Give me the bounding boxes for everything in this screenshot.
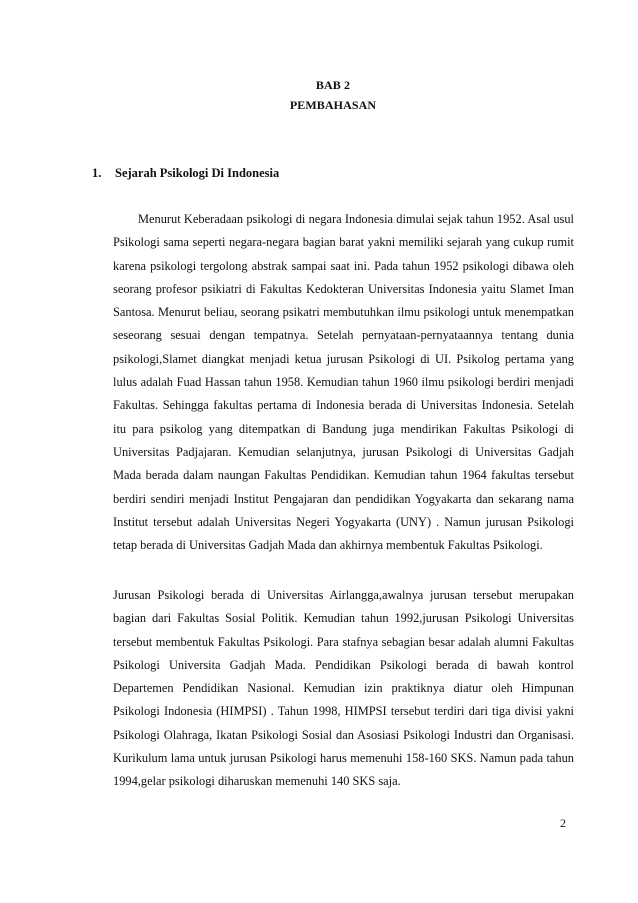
chapter-title: PEMBAHASAN — [289, 98, 377, 112]
section-title: Sejarah Psikologi Di Indonesia — [115, 166, 280, 180]
chapter-number: BAB 2 — [315, 78, 351, 92]
page-number: 2 — [560, 816, 566, 830]
section-heading — [92, 166, 279, 181]
section-number: 1. — [92, 166, 102, 180]
paragraph-1: Menurut Keberadaan psikologi di negara Indonesia dimulai sejak tahun 1952. Asal usul Psikologi sama seperti negara-negara bagian barat yakni memiliki sejarah yang cukup rumit karena psikologi tergolong abstrak sampai saat ini. Pada tahun 1952 psikologi dibawa oleh seorang profesor psikiatri di Fakultas Kedokteran Universitas Indonesia yaitu Slamet Iman Santosa. Menurut beliau, seorang psikatri membutuhkan ilmu psikologi untuk menempatkan seseorang sesuai dengan tempatnya. Setelah pernyataan-pernyataannya tentang dunia psikologi,Slamet diangkat menjadi ketua jurusan Psikologi di UI. Psikolog pertama yang lulus adalah Fuad Hassan tahun 1958. Kemudian tahun 1960 ilmu psikologi berdiri menjadi Fakultas. Sehingga fakultas pertama di Indonesia berada di Universitas Indonesia. Setelah itu para psikolog yang ditempatkan di Bandung juga mendirikan Fakultas Psikologi di Universitas Padjajaran. Kemudian selanjutnya, jurusan Psikologi di Universitas Gadjah Mada berada dalam naungan Fakultas Pendidikan. Kemudian tahun 1964 fakultas tersebut berdiri sendiri menjadi Institut Pengajaran dan pendidikan Yogyakarta dan sekarang nama Institut tersebut adalah Universitas Negeri Yogyakarta (UNY) . Namun jurusan Psikologi tetap berada di Universitas Gadjah Mada dan akhirnya membentuk Fakultas Psikologi. — [113, 212, 574, 553]
paragraph-2: Jurusan Psikologi berada di Universitas Airlangga,awalnya jurusan tersebut merupakan bagian dari Fakultas Sosial Politik. Kemudian tahun 1992,jurusan Psikologi Universitas tersebut membentuk Fakultas Psikologi. Para stafnya sebagian besar adalah alumni Fakultas Psikologi Universita Gadjah Mada. Pendidikan Psikologi berada di bawah kontrol Departemen Pendidikan Nasional. Kemudian izin praktiknya diatur oleh Himpunan Psikologi Indonesia (HIMPSI) . Tahun 1998, HIMPSI tersebut terdiri dari tiga divisi yakni Psikologi Olahraga, Ikatan Psikologi Sosial dan Asosiasi Psikologi Industri dan Organisasi. Kurikulum lama untuk jurusan Psikologi harus memenuhi 158-160 SKS. Namun pada tahun 1994,gelar psikologi diharuskan memenuhi 140 SKS saja. — [113, 588, 574, 789]
